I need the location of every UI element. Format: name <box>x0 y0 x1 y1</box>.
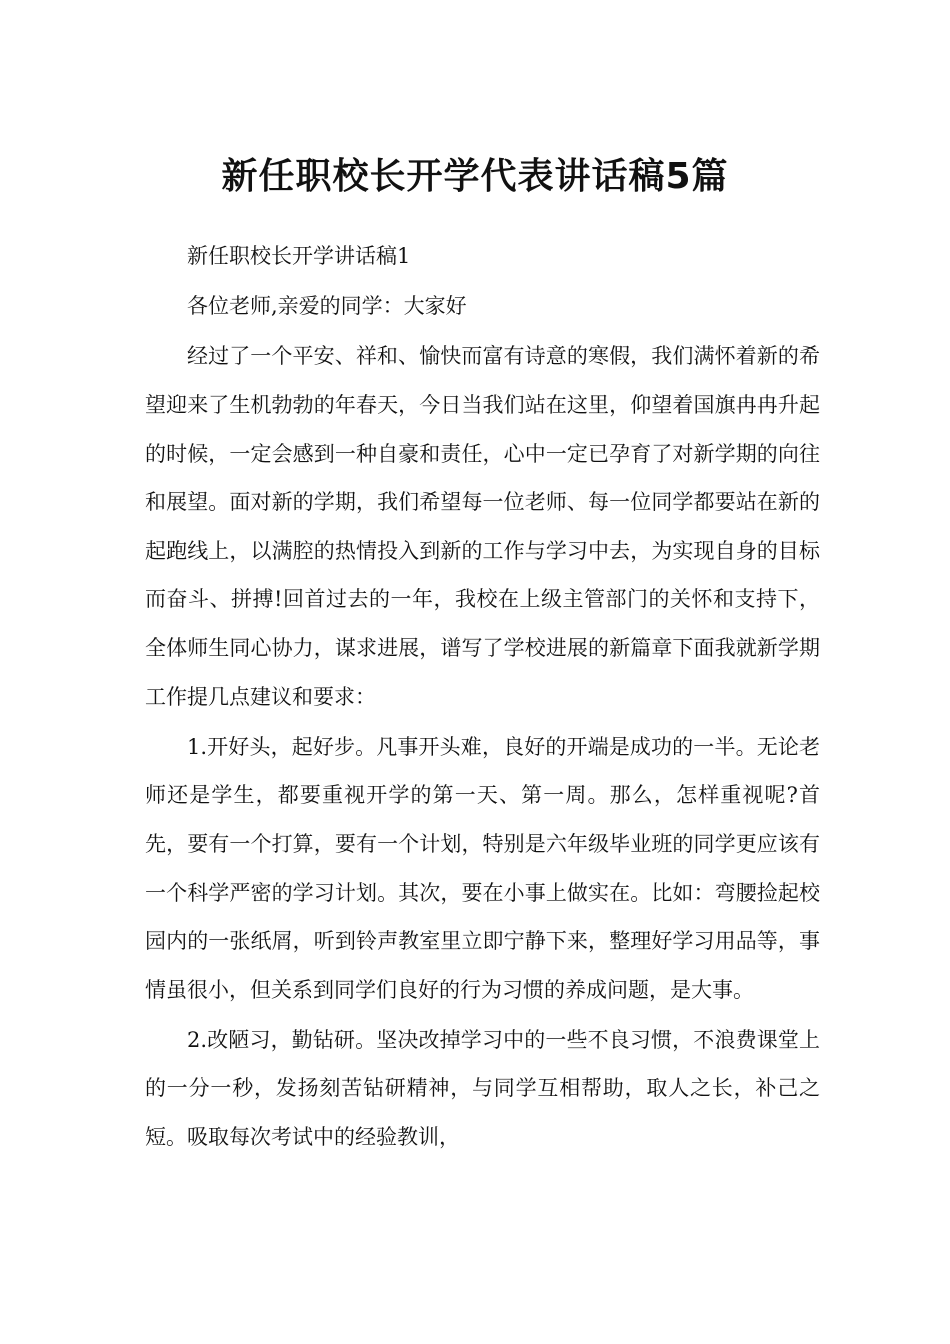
document-body <box>145 232 820 1162</box>
greeting-paragraph: 各位老师,亲爱的同学：大家好 <box>187 294 467 319</box>
document-title: 新任职校长开学代表讲话稿5篇 <box>221 156 729 198</box>
section-heading: 新任职校长开学讲话稿1 <box>187 244 411 268</box>
body-paragraph: 1.开好头，起好步。凡事开头难，良好的开端是成功的一半。无论老师还是学生，都要重视开学的第一天、第一周。那么，怎样重视呢?首先，要有一个打算，要有一个计划，特别是六年级毕业班的同学更应该有一个科学严密的学习计划。其次，要在小事上做实在。比如：弯腰捡起校园内的一张纸屑，听到铃声教室里立即宁静下来，整理好学习用品等，事情虽很小，但关系到同学们良好的行为习惯的养成问题，是大事。 <box>145 734 820 1002</box>
body-paragraph: 经过了一个平安、祥和、愉快而富有诗意的寒假，我们满怀着新的希望迎来了生机勃勃的年春天，今日当我们站在这里，仰望着国旗冉冉升起的时候，一定会感到一种自豪和责任，心中一定已孕育了对新学期的向往和展望。面对新的学期，我们希望每一位老师、每一位同学都要站在新的起跑线上，以满腔的热情投入到新的工作与学习中去，为实现自身的目标而奋斗、拼搏!回首过去的一年，我校在上级主管部门的关怀和支持下，全体师生同心协力，谋求进展，谱写了学校进展的新篇章下面我就新学期工作提几点建议和要求： <box>145 344 820 709</box>
body-paragraph: 2.改陋习，勤钻研。坚决改掉学习中的一些不良习惯，不浪费课堂上的一分一秒，发扬刻苦钻研精神，与同学互相帮助，取人之长，补己之短。吸取每次考试中的经验教训， <box>145 1027 820 1150</box>
